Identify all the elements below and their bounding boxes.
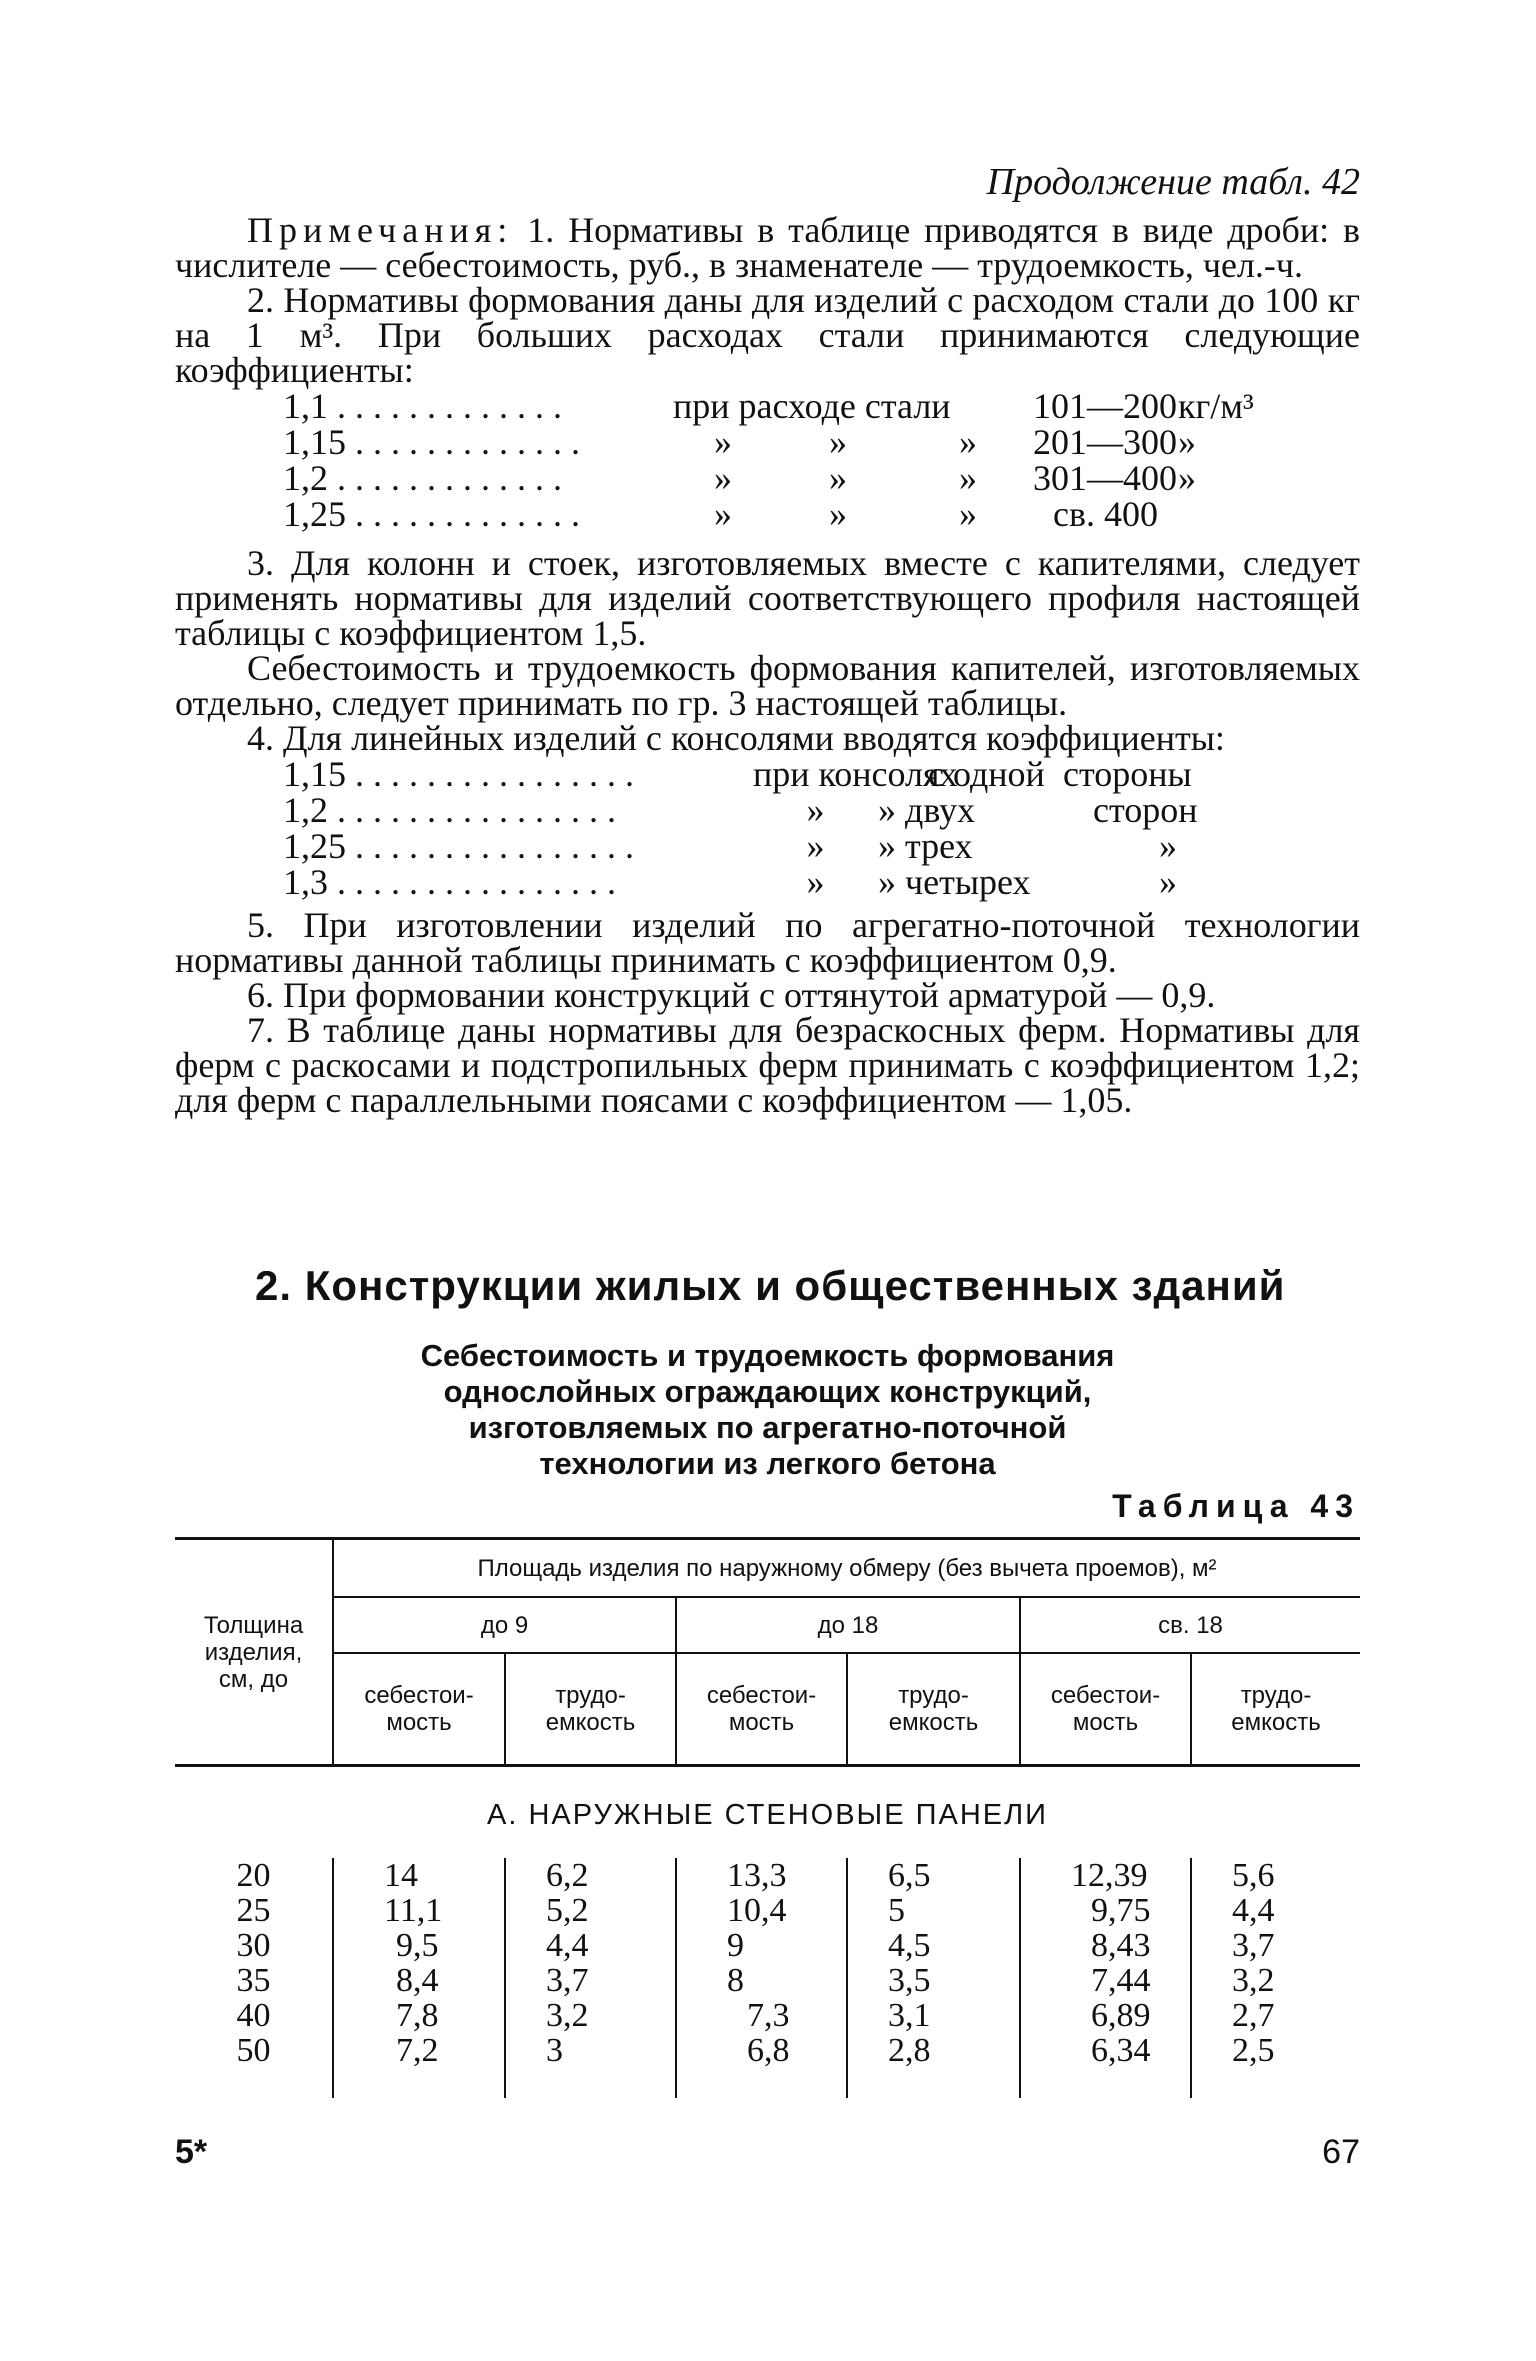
note-3: 3. Для колонн и стоек, изготовляемых вместе с капителями, следует применять нормативы для изделий соответствующего профиля настоящей таблицы с коэффициентом 1,5.	[175, 543, 1360, 653]
page-number: 67	[1322, 2133, 1360, 2171]
header-cost: себестои- мость	[676, 1653, 847, 1766]
coef-value: 1,15 . . . . . . . . . . . . .	[283, 424, 580, 460]
table-caption	[175, 1338, 1360, 1482]
header-cost: себестои- мость	[1020, 1653, 1191, 1766]
console-coef-row	[283, 828, 1360, 864]
ditto-mark: »	[959, 494, 977, 534]
signature-mark: 5*	[175, 2133, 208, 2171]
caption-line: однослойных ограждающих конструкций,	[443, 1374, 1092, 1409]
coef-value: 1,2 . . . . . . . . . . . . . . . .	[283, 792, 616, 828]
note-4: 4. Для линейных изделий с консолями вводятся коэффициенты:	[247, 718, 1225, 758]
coef-value: 1,1 . . . . . . . . . . . . .	[283, 388, 562, 424]
ditto-mark: »	[806, 862, 825, 902]
caption-line: технологии из легкого бетона	[539, 1446, 996, 1481]
ditto-mark: »	[714, 494, 732, 534]
ditto-mark: »	[1178, 458, 1196, 498]
coef-value: 1,2 . . . . . . . . . . . . .	[283, 460, 562, 496]
ditto-mark: »	[714, 458, 732, 498]
coef-condition: сторон	[1093, 790, 1198, 830]
ditto-mark: »	[1159, 862, 1177, 902]
note-7: 7. В таблице даны нормативы для безраскосных ферм. Нормативы для ферм с раскосами и подстропильных ферм принимать с коэффициентом 1,2; для ферм с параллельными поясами с коэффициентом — 1,05.	[175, 1010, 1360, 1120]
steel-coef-row	[283, 388, 1360, 424]
console-coef-row	[283, 756, 1360, 792]
coef-unit: кг/м³	[1178, 386, 1254, 426]
coef-condition: при расходе стали	[673, 386, 951, 426]
ditto-mark: »	[829, 458, 847, 498]
coef-condition: » четырех	[878, 862, 1031, 902]
ditto-mark: »	[1159, 826, 1177, 866]
coef-value: 1,25 . . . . . . . . . . . . . . . .	[283, 828, 634, 864]
data-table	[175, 1537, 1360, 2098]
coef-value: 1,3 . . . . . . . . . . . . . . . .	[283, 864, 616, 900]
note-1-text: 1. Нормативы в таблице приводятся в виде дроби: в числителе — себестоимость, руб., в знаменателе — трудоемкость, чел.-ч.	[175, 210, 1361, 285]
header-group-over-18: св. 18	[1020, 1597, 1360, 1653]
ditto-mark: »	[1178, 422, 1196, 462]
ditto-mark: »	[829, 494, 847, 534]
console-coefficient-list	[283, 756, 1360, 900]
notes-block	[175, 210, 1361, 1120]
header-thickness: Толщина изделия, см, до	[175, 1539, 333, 1766]
console-coef-row	[283, 864, 1360, 900]
header-group-up-to-9: до 9	[333, 1597, 676, 1653]
coef-range: 101—200	[1033, 386, 1177, 426]
notes-lead: Примечания:	[247, 210, 514, 250]
steel-coefficient-list	[283, 388, 1360, 532]
table-section-label: А. НАРУЖНЫЕ СТЕНОВЫЕ ПАНЕЛИ	[487, 1798, 1048, 1831]
note-3-continued: Себестоимость и трудоемкость формования капителей, изготовляемых отдельно, следует принимать по гр. 3 настоящей таблицы.	[175, 648, 1360, 723]
ditto-mark: »	[806, 826, 825, 866]
document-page	[175, 0, 1360, 2361]
coef-condition: при консолях	[753, 754, 958, 794]
caption-line: Себестоимость и трудоемкость формования	[420, 1338, 1115, 1373]
note-5: 5. При изготовлении изделий по агрегатно-поточной технологии нормативы данной таблицы принимать с коэффициентом 0,9.	[175, 905, 1360, 980]
ditto-mark: »	[714, 422, 732, 462]
table-number: Таблица 43	[1112, 1488, 1360, 1524]
coef-condition: » трех	[878, 826, 973, 866]
ditto-mark: »	[829, 422, 847, 462]
cost-over-18-column: 12,39 9,75 8,43 7,44 6,89 6,34	[1020, 1858, 1191, 2098]
cost-up-to-18-column: 13,3 10,4 9 8 7,3 6,8	[676, 1858, 847, 2098]
header-labor: трудо- емкость	[847, 1653, 1020, 1766]
header-labor: трудо- емкость	[505, 1653, 676, 1766]
coef-condition: » двух	[878, 790, 976, 830]
header-labor: трудо- емкость	[1191, 1653, 1360, 1766]
ditto-mark: »	[959, 458, 977, 498]
labor-over-18-column: 5,6 4,4 3,7 3,2 2,7 2,5	[1191, 1858, 1360, 2098]
coef-unit	[1178, 496, 1288, 532]
coef-value: 1,15 . . . . . . . . . . . . . . . .	[283, 756, 634, 792]
steel-coef-row	[283, 424, 1360, 460]
thickness-column: 20 25 30 35 40 50	[236, 1857, 271, 2069]
coef-range: св. 400	[1053, 494, 1158, 534]
cost-up-to-9-column: 14 11,1 9,5 8,4 7,8 7,2	[333, 1858, 505, 2098]
coef-condition: с одной	[928, 754, 1045, 794]
data-table-wrapper	[175, 1537, 1360, 2098]
note-6: 6. При формовании конструкций с оттянутой арматурой — 0,9.	[247, 975, 1216, 1015]
coef-condition: стороны	[1063, 754, 1192, 794]
ditto-mark: »	[959, 422, 977, 462]
section-title: 2. Конструкции жилых и общественных зданий	[255, 1262, 1286, 1309]
coef-range: 201—300	[1033, 422, 1177, 462]
coef-range: 301—400	[1033, 458, 1177, 498]
caption-line: изготовляемых по агрегатно-поточной	[468, 1410, 1067, 1445]
continuation-label: Продолжение табл. 42	[986, 161, 1360, 203]
steel-coef-row	[283, 460, 1360, 496]
console-coef-row	[283, 792, 1360, 828]
ditto-mark: »	[806, 790, 825, 830]
steel-coef-row	[283, 496, 1360, 532]
labor-up-to-18-column: 6,5 5 4,5 3,5 3,1 2,8	[847, 1858, 1020, 2098]
header-group-up-to-18: до 18	[676, 1597, 1020, 1653]
header-cost: себестои- мость	[333, 1653, 505, 1766]
labor-up-to-9-column: 6,2 5,2 4,4 3,7 3,2 3	[505, 1858, 676, 2098]
header-area: Площадь изделия по наружному обмеру (без вычета проемов), м²	[333, 1539, 1360, 1598]
note-2: 2. Нормативы формования даны для изделий с расходом стали до 100 кг на 1 м³. При больших расходах стали принимаются следующие коэффициенты:	[175, 280, 1360, 390]
coef-value: 1,25 . . . . . . . . . . . . .	[283, 496, 580, 532]
note-1	[175, 210, 1361, 285]
